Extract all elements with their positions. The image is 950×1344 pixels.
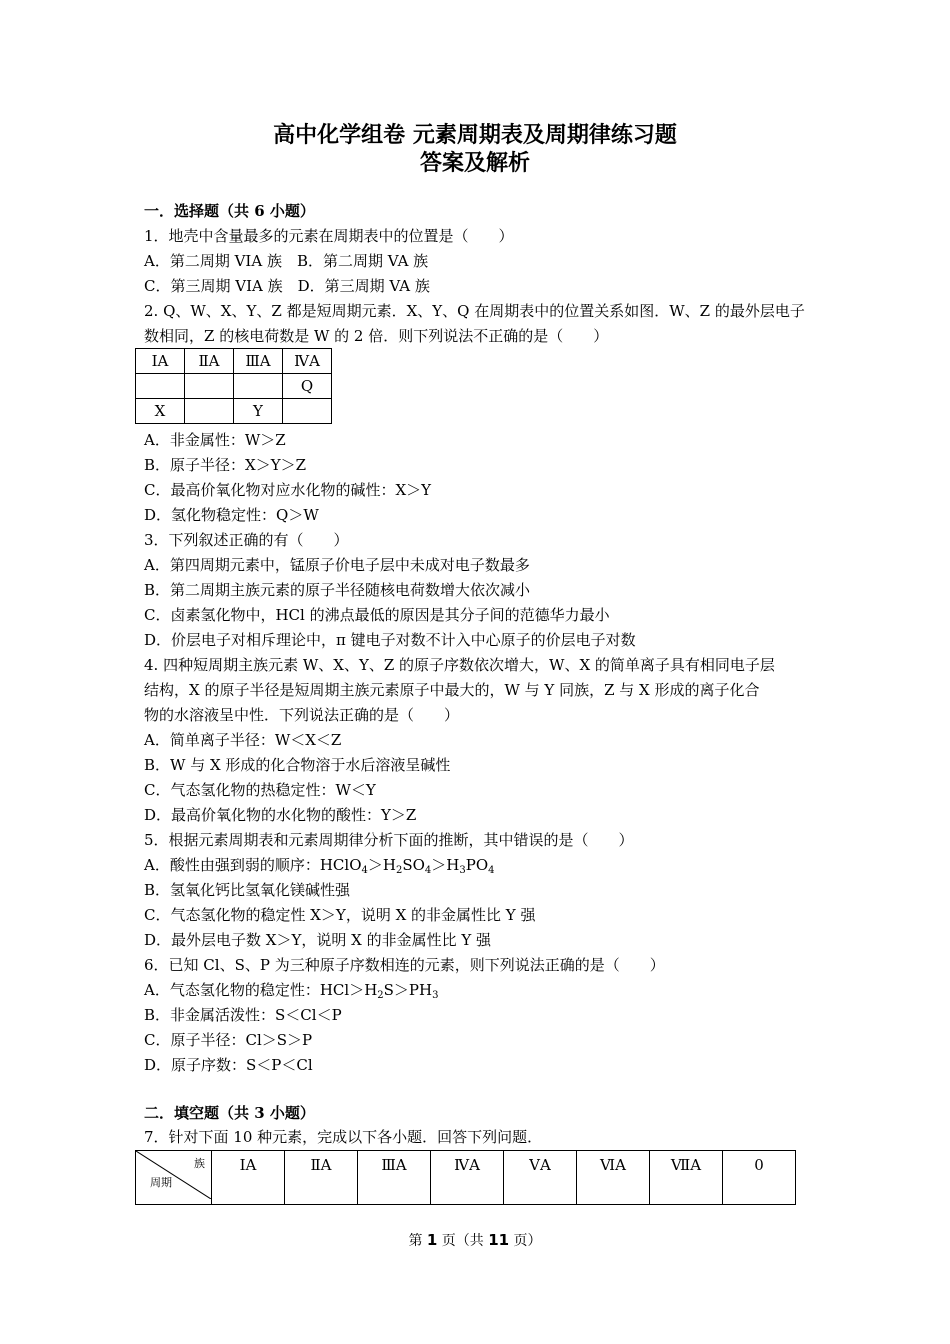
table-cell — [283, 399, 332, 424]
doc-subtitle: 答案及解析 — [419, 151, 530, 176]
q1-stem: 1．地壳中含量最多的元素在周期表中的位置是（ ） — [144, 227, 514, 245]
page-number: 1 — [426, 1231, 438, 1249]
table-row — [136, 374, 332, 399]
table-cell — [136, 374, 185, 399]
table-header-cell: ⅦA — [650, 1151, 723, 1205]
q6-stem: 6．已知 Cl、S、P 为三种原子序数相连的元素，则下列说法正确的是（ ） — [144, 956, 665, 974]
q6-option-a: A．气态氢化物的稳定性：$HCl>H_2S>PH_3$ — [144, 981, 439, 1001]
page-footer: 第 1 页（共 11 页） — [408, 1231, 542, 1249]
q5-option-c: C．气态氢化物的稳定性 X＞Y，说明 X 的非金属性比 Y 强 — [144, 906, 536, 924]
q2-stem-2: 数相同，Z 的核电荷数是 W 的 2 倍．则下列说法不正确的是（ ） — [144, 327, 609, 345]
q4-option-d: D．最高价氧化物的水化物的酸性：Y＞Z — [144, 806, 417, 824]
page-total: 11 — [488, 1231, 510, 1249]
q4-option-a: A．简单离子半径：W＜X＜Z — [144, 731, 342, 749]
table-header-cell: ⅡA — [285, 1151, 358, 1205]
q5-option-d: D．最外层电子数 X＞Y，说明 X 的非金属性比 Y 强 — [144, 931, 492, 949]
q3-option-b: B．第二周期主族元素的原子半径随核电荷数增大依次减小 — [144, 581, 531, 599]
table-cell: ⅣA — [283, 349, 332, 374]
q7-stem: 7．针对下面 10 种元素，完成以下各小题．回答下列问题． — [144, 1128, 543, 1146]
q4-stem-3: 物的水溶液呈中性．下列说法正确的是（ ） — [144, 706, 460, 724]
q6-option-c: C．原子半径：Cl＞S＞P — [144, 1031, 313, 1049]
q2-option-a: A．非金属性：W＞Z — [144, 431, 286, 449]
table-cell — [234, 374, 283, 399]
section1-heading: 一．选择题（共 6 小题） — [144, 202, 315, 220]
table-header-cell: 0 — [723, 1151, 796, 1205]
table-cell: ⅡA — [185, 349, 234, 374]
q4-option-b: B．W 与 X 形成的化合物溶于水后溶液呈碱性 — [144, 756, 451, 774]
table-header-cell: ⅤA — [504, 1151, 577, 1205]
q2-stem-1: 2. Q、W、X、Y、Z 都是短周期元素．X、Y、Q 在周期表中的位置关系如图．W、Z 的最外层电子 — [144, 302, 805, 320]
q1-options-ab: A．第二周期 VIA 族 B．第二周期 VA 族 — [144, 252, 429, 270]
table-cell: Q — [283, 374, 332, 399]
q6-option-d: D．原子序数：S＜P＜Cl — [144, 1056, 313, 1074]
q3-option-c: C．卤素氢化物中，HCl 的沸点最低的原因是其分子间的范德华力最小 — [144, 606, 610, 624]
corner-group-label: 族 — [194, 1157, 205, 1170]
table-header-cell: ⅣA — [431, 1151, 504, 1205]
table-row — [136, 399, 332, 424]
q2-option-c: C．最高价氧化物对应水化物的碱性：X＞Y — [144, 481, 432, 499]
corner-period-label: 周期 — [150, 1176, 172, 1189]
doc-title: 高中化学组卷 元素周期表及周期律练习题 — [273, 123, 677, 148]
table-cell: ⅢA — [234, 349, 283, 374]
q4-option-c: C．气态氢化物的热稳定性：W＜Y — [144, 781, 376, 799]
q5-option-b: B．氢氧化钙比氢氧化镁碱性强 — [144, 881, 351, 899]
q4-stem-2: 结构，X 的原子半径是短周期主族元素原子中最大的，W 与 Y 同族，Z 与 X 形成的离子化合 — [144, 681, 760, 699]
q5-option-a: A．酸性由强到弱的顺序：$HClO_4>H_2SO_4>H_3PO_4$ — [144, 856, 495, 876]
q1-options-cd: C．第三周期 VIA 族 D．第三周期 VA 族 — [144, 277, 430, 295]
q7-periodic-table — [135, 1150, 796, 1205]
q3-option-a: A．第四周期元素中，锰原子价电子层中未成对电子数最多 — [144, 556, 530, 574]
table-cell: Y — [234, 399, 283, 424]
table-cell — [185, 374, 234, 399]
table-cell: ⅠA — [136, 349, 185, 374]
table-row — [136, 349, 332, 374]
q2-option-b: B．原子半径：X＞Y＞Z — [144, 456, 307, 474]
table-header-cell: ⅢA — [358, 1151, 431, 1205]
q2-option-d: D．氢化物稳定性：Q＞W — [144, 506, 319, 524]
table-header-cell: ⅠA — [212, 1151, 285, 1205]
table-cell — [185, 399, 234, 424]
table-cell: X — [136, 399, 185, 424]
table-row — [136, 1151, 796, 1205]
table-corner-cell — [136, 1151, 212, 1205]
q2-periodic-table — [135, 348, 332, 424]
q3-stem: 3．下列叙述正确的有（ ） — [144, 531, 349, 549]
q5-stem: 5．根据元素周期表和元素周期律分析下面的推断，其中错误的是（ ） — [144, 831, 634, 849]
q6-option-b: B．非金属活泼性：S＜Cl＜P — [144, 1006, 342, 1024]
table-header-cell: ⅥA — [577, 1151, 650, 1205]
q3-option-d: D．价层电子对相斥理论中，π 键电子对数不计入中心原子的价层电子对数 — [144, 631, 636, 649]
q4-stem-1: 4. 四种短周期主族元素 W、X、Y、Z 的原子序数依次增大，W、X 的简单离子具有相同电子层 — [144, 656, 775, 674]
section2-heading: 二．填空题（共 3 小题） — [144, 1104, 315, 1122]
